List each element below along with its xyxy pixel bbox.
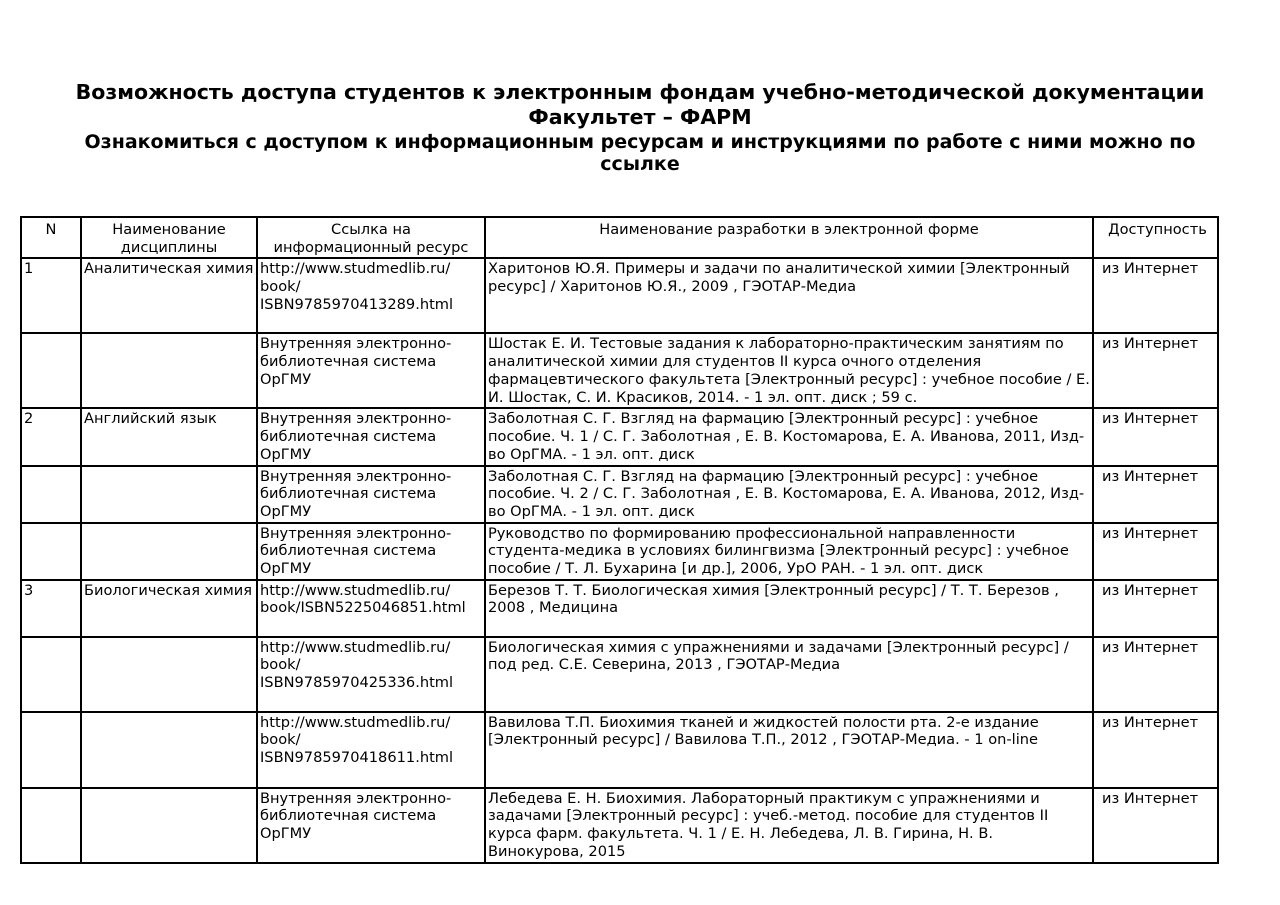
cell-n	[21, 523, 81, 580]
table-row	[21, 466, 1218, 523]
cell-title: Харитонов Ю.Я. Примеры и задачи по аналитической химии [Электронный ресурс] / Харитонов Ю.Я., 2009 , ГЭОТАР-Медиа	[485, 258, 1093, 333]
cell-access: из Интернет	[1093, 580, 1218, 637]
cell-access: из Интернет	[1093, 333, 1218, 408]
cell-access: из Интернет	[1093, 466, 1218, 523]
cell-n	[21, 333, 81, 408]
cell-link: Внутренняя электронно-библиотечная система ОрГМУ	[257, 333, 485, 408]
table-row	[21, 523, 1218, 580]
cell-access: из Интернет	[1093, 258, 1218, 333]
cell-title: Заболотная С. Г. Взгляд на фармацию [Электронный ресурс] : учебное пособие. Ч. 2 / С. Г. Заболотная , Е. В. Костомарова, Е. А. Иванова, 2012, Изд-во ОрГМА. - 1 эл. опт. диск	[485, 466, 1093, 523]
cell-link: Внутренняя электронно-библиотечная система ОрГМУ	[257, 408, 485, 465]
table-row	[21, 408, 1218, 465]
cell-title: Лебедева Е. Н. Биохимия. Лабораторный практикум с упражнениями и задачами [Электронный ресурс] : учеб.-метод. пособие для студентов II курса фарм. факультета. Ч. 1 / Е. Н. Лебедева, Л. В. Гирина, Н. В. Винокурова, 2015	[485, 788, 1093, 863]
cell-n: 2	[21, 408, 81, 465]
cell-discipline	[81, 333, 257, 408]
cell-link[interactable]: http://www.studmedlib.ru/ book/ ISBN9785970425336.html	[257, 637, 485, 712]
cell-link: Внутренняя электронно-библиотечная система ОрГМУ	[257, 788, 485, 863]
column-header-title: Наименование разработки в электронной форме	[485, 217, 1093, 258]
cell-title: Шостак Е. И. Тестовые задания к лабораторно-практическим занятиям по аналитической химии для студентов II курса очного отделения фармацевтического факультета [Электронный ресурс] : учебное пособие / Е. И. Шостак, С. И. Красиков, 2014. - 1 эл. опт. диск ; 59 с.	[485, 333, 1093, 408]
cell-n	[21, 637, 81, 712]
cell-discipline	[81, 466, 257, 523]
cell-discipline: Английский язык	[81, 408, 257, 465]
cell-title: Березов Т. Т. Биологическая химия [Электронный ресурс] / Т. Т. Березов , 2008 , Медицина	[485, 580, 1093, 637]
cell-n	[21, 466, 81, 523]
resources-table	[20, 216, 1219, 864]
document-title: Возможность доступа студентов к электронным фондам учебно-методической документации	[75, 80, 1205, 104]
cell-discipline: Аналитическая химия	[81, 258, 257, 333]
cell-link[interactable]: http://www.studmedlib.ru/ book/ ISBN9785970413289.html	[257, 258, 485, 333]
cell-access: из Интернет	[1093, 523, 1218, 580]
cell-link: Внутренняя электронно-библиотечная система ОрГМУ	[257, 466, 485, 523]
table-row	[21, 637, 1218, 712]
cell-n: 1	[21, 258, 81, 333]
cell-link[interactable]: http://www.studmedlib.ru/ book/ ISBN9785970418611.html	[257, 712, 485, 788]
cell-link[interactable]: http://www.studmedlib.ru/ book/ISBN5225046851.html	[257, 580, 485, 637]
table-row	[21, 333, 1218, 408]
cell-access: из Интернет	[1093, 712, 1218, 788]
table-row	[21, 712, 1218, 788]
cell-discipline	[81, 788, 257, 863]
table-header-row	[21, 217, 1218, 258]
cell-access: из Интернет	[1093, 408, 1218, 465]
document-header	[20, 80, 1260, 175]
cell-discipline	[81, 637, 257, 712]
cell-access: из Интернет	[1093, 788, 1218, 863]
faculty-title: Факультет – ФАРМ	[528, 105, 752, 129]
table-row	[21, 580, 1218, 637]
cell-n	[21, 788, 81, 863]
cell-discipline	[81, 712, 257, 788]
column-header-link: Ссылка на информационный ресурс	[257, 217, 485, 258]
cell-n	[21, 712, 81, 788]
cell-link: Внутренняя электронно-библиотечная система ОрГМУ	[257, 523, 485, 580]
table-row	[21, 258, 1218, 333]
cell-title: Руководство по формированию профессиональной направленности студента-медика в условиях билингвизма [Электронный ресурс] : учебное пособие / Т. Л. Бухарина [и др.], 2006, УрО РАН. - 1 эл. опт. диск	[485, 523, 1093, 580]
cell-title: Заболотная С. Г. Взгляд на фармацию [Электронный ресурс] : учебное пособие. Ч. 1 / С. Г. Заболотная , Е. В. Костомарова, Е. А. Иванова, 2011, Изд-во ОрГМА. - 1 эл. опт. диск	[485, 408, 1093, 465]
cell-discipline	[81, 523, 257, 580]
table-row	[21, 788, 1218, 863]
cell-title: Вавилова Т.П. Биохимия тканей и жидкостей полости рта. 2-е издание [Электронный ресурс] / Вавилова Т.П., 2012 , ГЭОТАР-Медиа. - 1 on-line	[485, 712, 1093, 788]
column-header-discipline: Наименование дисциплины	[81, 217, 257, 258]
cell-title: Биологическая химия с упражнениями и задачами [Электронный ресурс] / под ред. С.Е. Северина, 2013 , ГЭОТАР-Медиа	[485, 637, 1093, 712]
column-header-access: Доступность	[1093, 217, 1218, 258]
column-header-n: N	[21, 217, 81, 258]
cell-n: 3	[21, 580, 81, 637]
document-subtitle: Ознакомиться с доступом к информационным ресурсам и инструкциями по работе с ними можно по ссылке	[84, 131, 1196, 175]
cell-access: из Интернет	[1093, 637, 1218, 712]
cell-discipline: Биологическая химия	[81, 580, 257, 637]
